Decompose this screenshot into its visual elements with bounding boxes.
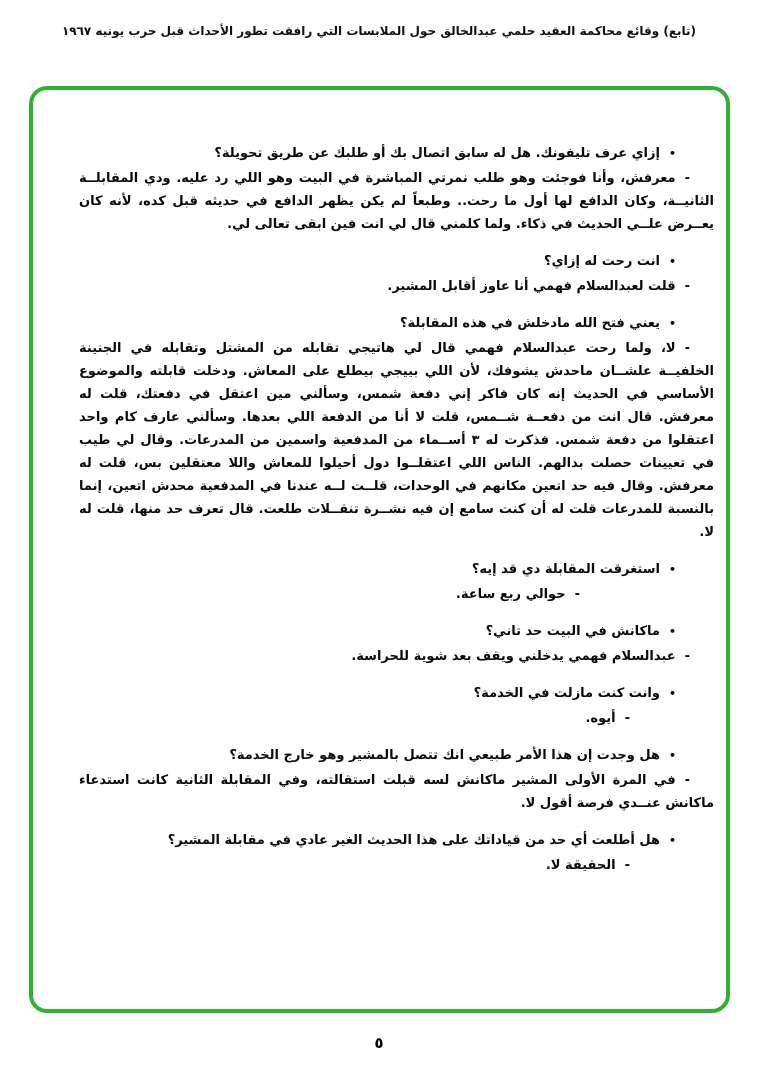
question-bullet-icon: • <box>668 147 676 160</box>
question-text: ماكانش في البيت حد تاني؟ <box>485 624 660 639</box>
answer-item <box>79 583 714 606</box>
question-item <box>79 744 714 767</box>
answer-dash-icon: - <box>684 279 690 294</box>
question-text: هل أطلعت أي حد من قياداتك على هذا الحديث الغير عادي في مقابلة المشير؟ <box>167 833 660 848</box>
answer-dash-icon: - <box>684 341 690 356</box>
answer-text: قلت لعبدالسلام فهمي أنا عاوز أقابل المشير. <box>387 279 676 294</box>
answer-text: عبدالسلام فهمي يدخلني ويقف بعد شوية للحراسة. <box>351 649 676 664</box>
question-item <box>79 558 714 581</box>
qa-list <box>79 142 714 877</box>
answer-text: في المرة الأولى المشير ماكانش لسه قبلت استقالته، وفي المقابلة الثانية كانت استدعاء ماكانش عنــدي فرصة أقول لا. <box>79 773 714 811</box>
answer-item <box>79 707 714 730</box>
question-bullet-icon: • <box>668 563 676 576</box>
question-text: استغرقت المقابلة دي قد إيه؟ <box>471 562 660 577</box>
question-item <box>79 682 714 705</box>
question-item <box>79 142 714 165</box>
answer-text: معرفش، وأنا فوجئت وهو طلب نمرتي المباشرة في البيت وهو اللي رد عليه. ودي المقابلــة الثانيــة، وكان الدافع لها أول ما رحت.. وطبعاً لم يكن يظهر الدافع في حديثه قبل كده، لأنه كان يعــرض علــي الحديث في ذكاء. ولما كلمني قال لي انت فين ابقى تعالى لي. <box>79 171 714 232</box>
answer-text: أيوه. <box>585 711 616 726</box>
answer-item <box>79 645 714 668</box>
page-header-title: (تابع) وقائع محاكمة العقيد حلمي عبدالخالق حول الملابسات التي رافقت تطور الأحداث قبل حرب يونيه ١٩٦٧ <box>61 24 697 38</box>
answer-dash-icon: - <box>684 649 690 664</box>
question-text: هل وجدت إن هذا الأمر طبيعي انك تتصل بالمشير وهو خارج الخدمة؟ <box>229 748 660 763</box>
question-text: يعني فتح الله مادخلش في هذه المقابلة؟ <box>400 316 660 331</box>
answer-text: الحقيقة لا. <box>545 858 616 873</box>
question-bullet-icon: • <box>668 625 676 638</box>
question-bullet-icon: • <box>668 749 676 762</box>
question-item <box>79 250 714 273</box>
answer-text: حوالي ربع ساعة. <box>455 587 566 602</box>
content-border-box <box>29 86 730 1013</box>
answer-item <box>79 275 714 298</box>
question-item <box>79 620 714 643</box>
answer-item <box>79 337 714 544</box>
answer-item <box>79 854 714 877</box>
question-bullet-icon: • <box>668 687 676 700</box>
question-text: انت رحت له إزاي؟ <box>544 254 660 269</box>
answer-dash-icon: - <box>624 711 630 726</box>
answer-dash-icon: - <box>574 587 580 602</box>
question-item <box>79 829 714 852</box>
answer-dash-icon: - <box>624 858 630 873</box>
answer-dash-icon: - <box>684 773 690 788</box>
page-number: ٥ <box>374 1034 384 1052</box>
question-bullet-icon: • <box>668 834 676 847</box>
question-bullet-icon: • <box>668 255 676 268</box>
question-text: وانت كنت مازلت في الخدمة؟ <box>473 686 660 701</box>
answer-text: لا، ولما رحت عبدالسلام فهمي قال لي هاتيجي تقابله من المشتل وتقابله في الجنينة الخلفيــة علشــان ماحدش يشوفك، لأن اللي بييجي بيطلع على المعاش. ودخلت قابلته والموضوع الأساسي في الحديث إنه كان فاكر إني دفعة شمس، وسألني مين اعتقل في دفعتك، قلت له معرفش. قال انت من دفعــة شــمس، قلت لا أنا من الدفعة اللي بعدها. وسألني عارف كام واحد اعتقلوا من دفعة شمس. فذكرت له ٣ أســماء من المدفعية واسمين من المدرعات. وقال لي طيب في تعيينات حصلت بدالهم. الناس اللي اعتقلــوا دول أحيلوا للمعاش واللا معتقلين بس، قلت له معرفش. وقال فيه حد اتعين مكانهم في الوحدات، قلــت لــه عندنا في المدفعية محدش اتعين، إنما بالنسبة للمدرعات قلت له أن كنت سامع إن فيه نشــرة تنقــلات طلعت. قال تعرف حد منها، قلت له لا. <box>79 341 714 540</box>
question-bullet-icon: • <box>668 317 676 330</box>
answer-item <box>79 769 714 815</box>
answer-dash-icon: - <box>684 171 690 186</box>
answer-item <box>79 167 714 236</box>
question-text: إزاي عرف تليفونك. هل له سابق اتصال بك أو طلبك عن طريق تحويلة؟ <box>214 146 660 161</box>
question-item <box>79 312 714 335</box>
